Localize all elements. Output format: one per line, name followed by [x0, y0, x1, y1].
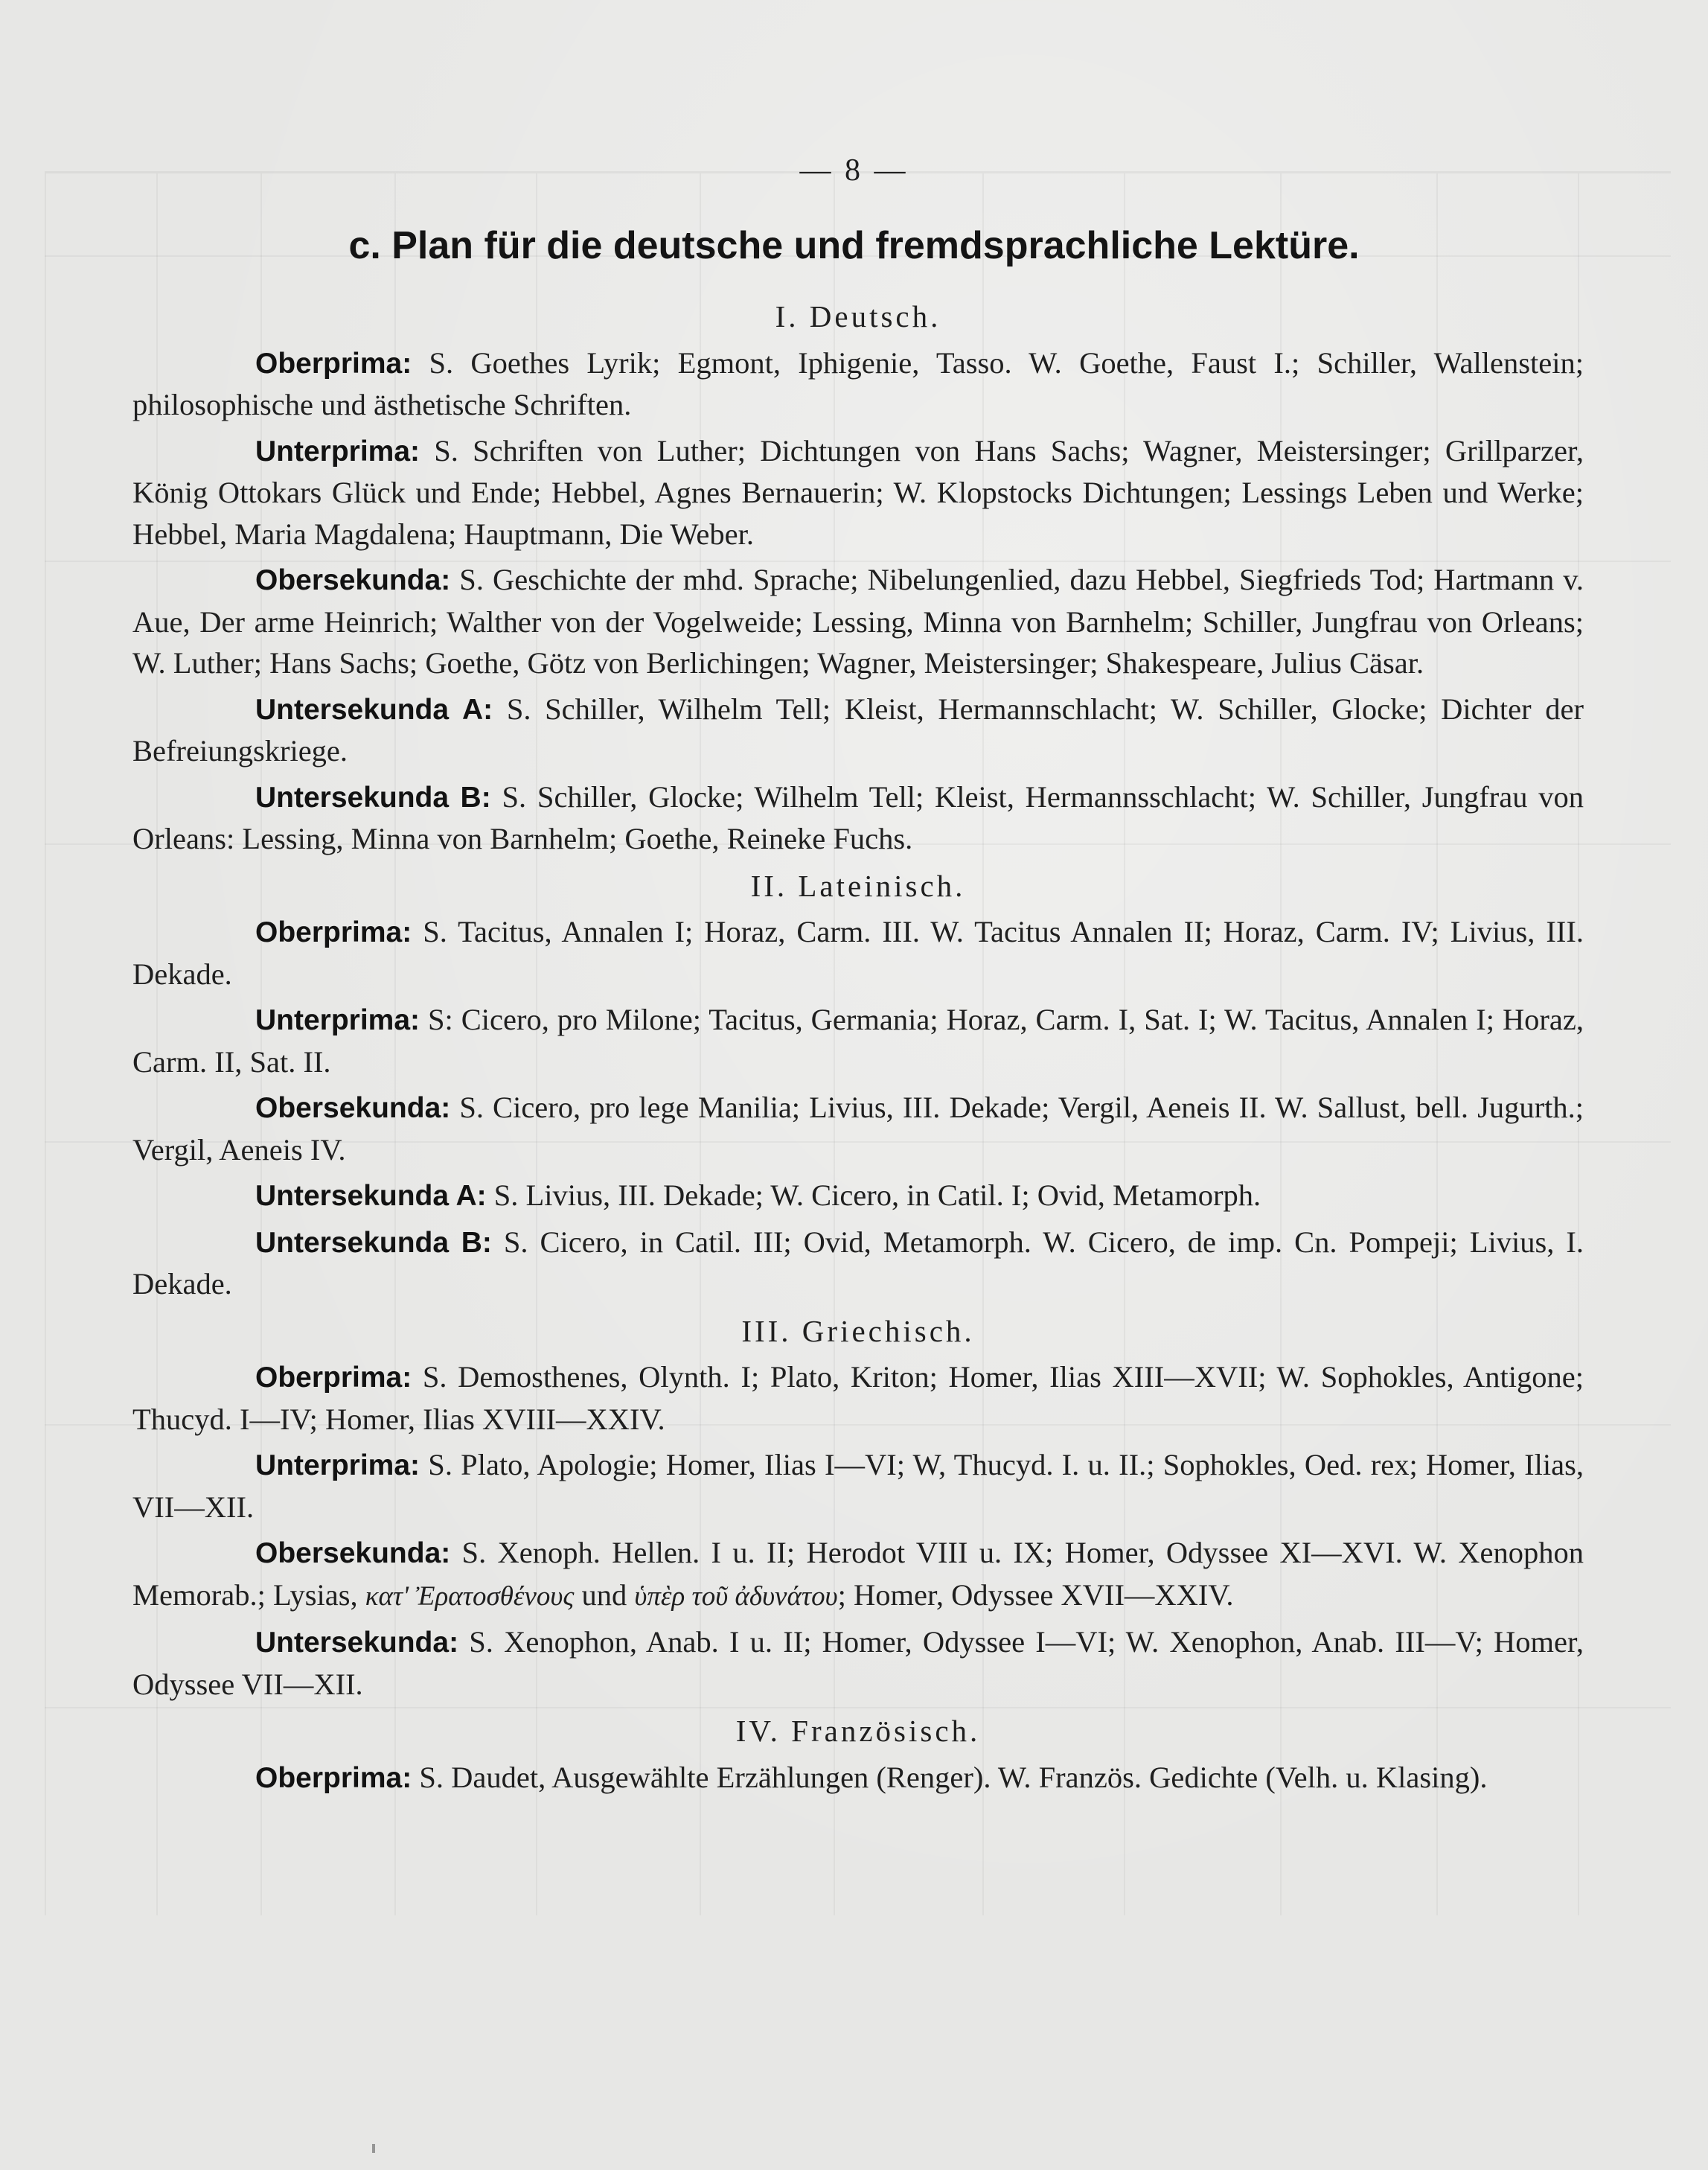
entry-text: S. Geschichte der mhd. Sprache; Nibelungenlied, dazu Hebbel, Siegfrieds Tod; Hartmann v. Aue, Der arme Heinrich; Walther von der Vogelweide; Lessing, Minna von Barnhelm; Schiller, Jungfrau von Orleans; W. Luther; Hans Sachs; Goethe, Götz von Berlichingen; Wagner, Meistersinger; Shakespeare, Julius Cäsar. [132, 563, 1584, 680]
section-heading-griechisch: III. Griechisch. [741, 1313, 975, 1348]
grade-label: Obersekunda: [255, 1092, 451, 1124]
entry-latein-untersekunda-a [132, 1175, 1584, 1217]
entry-text-tail: ; Homer, Odyssee XVII—XXIV. [837, 1577, 1234, 1612]
grade-label: Unterprima: [255, 1004, 420, 1036]
entry-text: S. Tacitus, Annalen I; Horaz, Carm. III. W. Tacitus Annalen II; Horaz, Carm. IV; Livius, III. Dekade. [132, 915, 1584, 991]
entry-text: S. Xenoph. Hellen. I u. II; Herodot VIII u. IX; Homer, Odyssee XI—XVI. W. Xenophon Memorab.; Lysias, [132, 1536, 1584, 1612]
grade-label: Obersekunda: [255, 1537, 451, 1569]
entry-deutsch-untersekunda-b [132, 776, 1584, 860]
page-title: c. Plan für die deutsche und fremdsprachliche Lektüre. [348, 224, 1360, 267]
entry-griechisch-obersekunda [132, 1532, 1584, 1617]
grade-label: Oberprima: [255, 916, 412, 948]
greek-title-adynatou: ὑπὲρ τοῦ ἀδυνάτου [634, 1580, 838, 1612]
entry-text: S. Goethes Lyrik; Egmont, Iphigenie, Tasso. W. Goethe, Faust I.; Schiller, Wallenstein; philosophische und ästhetische Schriften. [132, 345, 1584, 421]
section-heading-deutsch: I. Deutsch. [775, 299, 941, 334]
entry-text: S. Demosthenes, Olynth. I; Plato, Kriton; Homer, Ilias XIII—XVII; W. Sophokles, Antigone; Thucyd. I—IV; Homer, Ilias XVIII—XXIV. [132, 1360, 1584, 1436]
entry-text: S. Plato, Apologie; Homer, Ilias I—VI; W, Thucyd. I. u. II.; Sophokles, Oed. rex; Homer, Ilias, VII—XII. [132, 1448, 1584, 1524]
entry-latein-untersekunda-b [132, 1222, 1584, 1305]
section-heading-lateinisch: II. Lateinisch. [750, 868, 966, 903]
entry-text: S: Cicero, pro Milone; Tacitus, Germania; Horaz, Carm. I, Sat. I; W. Tacitus, Annalen I; Horaz, Carm. II, Sat. II. [132, 1003, 1584, 1079]
entry-deutsch-untersekunda-a [132, 689, 1584, 772]
reading-plan [132, 296, 1584, 1803]
entry-griechisch-untersekunda [132, 1621, 1584, 1705]
grade-label: Obersekunda: [255, 564, 451, 596]
grade-label: Oberprima: [255, 1761, 412, 1794]
entry-griechisch-oberprima [132, 1356, 1584, 1440]
paper-speck [372, 2144, 375, 2153]
grade-label: Unterprima: [255, 1449, 420, 1481]
entry-text: S. Schiller, Wilhelm Tell; Kleist, Hermannschlacht; W. Schiller, Glocke; Dichter der Befreiungskriege. [132, 692, 1584, 768]
entry-franzoesisch-oberprima [132, 1757, 1584, 1799]
grade-label: Unterprima: [255, 435, 420, 467]
grade-label: Oberprima: [255, 1362, 412, 1394]
entry-latein-unterprima [132, 999, 1584, 1082]
page-number: — 8 — [799, 153, 909, 188]
greek-title-eratosthenes: κατ' Ἐρατοσθένους [365, 1580, 575, 1612]
entry-deutsch-obersekunda [132, 559, 1584, 684]
entry-latein-obersekunda [132, 1087, 1584, 1170]
entry-text: S. Daudet, Ausgewählte Erzählungen (Renger). W. Französ. Gedichte (Velh. u. Klasing). [412, 1760, 1488, 1794]
entry-text: S. Livius, III. Dekade; W. Cicero, in Catil. I; Ovid, Metamorph. [486, 1178, 1261, 1212]
grade-label: Untersekunda B: [255, 1226, 492, 1259]
entry-text: S. Cicero, pro lege Manilia; Livius, III. Dekade; Vergil, Aeneis II. W. Sallust, bell. Jugurth.; Vergil, Aeneis IV. [132, 1091, 1584, 1167]
grade-label: Untersekunda A: [255, 693, 493, 726]
entry-text-connector: und [574, 1577, 635, 1612]
grade-label: Untersekunda: [255, 1627, 459, 1659]
entry-deutsch-unterprima [132, 430, 1584, 555]
entry-griechisch-unterprima [132, 1444, 1584, 1528]
entry-text: S. Cicero, in Catil. III; Ovid, Metamorph. W. Cicero, de imp. Cn. Pompeji; Livius, I. Dekade. [132, 1225, 1584, 1301]
entry-deutsch-oberprima [132, 342, 1584, 426]
grade-label: Untersekunda B: [255, 781, 491, 814]
entry-text: S. Schiller, Glocke; Wilhelm Tell; Kleist, Hermannsschlacht; W. Schiller, Jungfrau von Orleans: Lessing, Minna von Barnhelm; Goethe, Reineke Fuchs. [132, 779, 1584, 855]
section-heading-franzoesisch: IV. Französisch. [735, 1714, 981, 1748]
grade-label: Oberprima: [255, 347, 412, 380]
entry-text: S. Xenophon, Anab. I u. II; Homer, Odyssee I—VI; W. Xenophon, Anab. III—V; Homer, Odyssee VII—XII. [132, 1625, 1584, 1701]
entry-latein-oberprima [132, 911, 1584, 995]
entry-text: S. Schriften von Luther; Dichtungen von Hans Sachs; Wagner, Meistersinger; Grillparzer, König Ottokars Glück und Ende; Hebbel, Agnes Bernauerin; W. Klopstocks Dichtungen; Lessings Leben und Werke; Hebbel, Maria Magdalena; Hauptmann, Die Weber. [132, 433, 1584, 551]
grade-label: Untersekunda A: [255, 1180, 487, 1212]
